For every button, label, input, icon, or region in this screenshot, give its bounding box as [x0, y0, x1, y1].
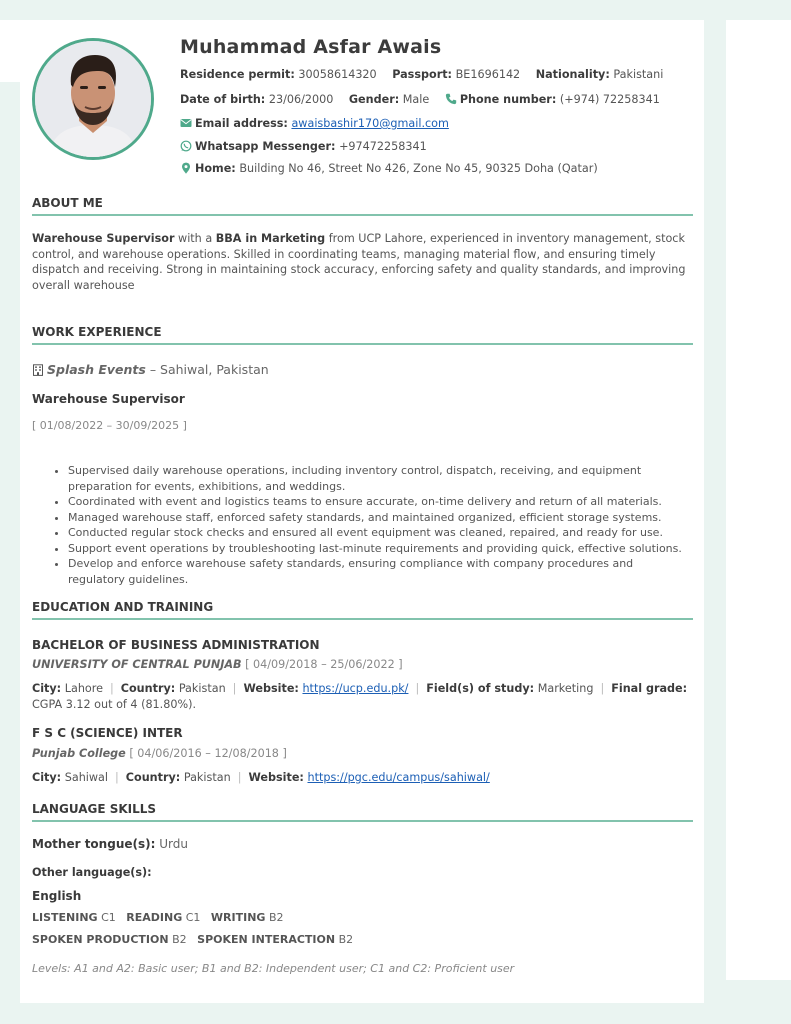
grade-value: CGPA 3.12 out of 4 (81.80%). — [32, 697, 197, 711]
whatsapp-icon — [180, 140, 192, 152]
other-languages-label: Other language(s): — [32, 866, 152, 879]
about-degree: BBA in Marketing — [215, 232, 326, 245]
degree-title: F S C (SCIENCE) INTER — [32, 726, 183, 740]
city-value: Lahore — [64, 682, 103, 695]
identity-line — [180, 68, 663, 81]
country-value: Pakistan — [183, 771, 231, 784]
field-label: Field(s) of study: — [426, 682, 535, 695]
gender-value: Male — [402, 93, 430, 106]
section-education-heading: EDUCATION AND TRAINING — [32, 600, 693, 620]
language-name: English — [32, 889, 82, 903]
section-language-heading: LANGUAGE SKILLS — [32, 802, 693, 822]
phone-label: Phone number: — [459, 93, 557, 106]
background-strip — [0, 20, 20, 82]
mother-tongue-value: Urdu — [159, 837, 188, 851]
cv-page — [20, 20, 704, 1003]
country-value: Pakistan — [178, 682, 226, 695]
writing-value: B2 — [268, 911, 284, 924]
about-text-2: from UCP Lahore, experienced in inventory management, stock control, and warehouse operations. Skilled in coordinating teams, managing material flow, and ensuring timely dispatch and receiving. Strong in maintaining stock accuracy, enforcing safety and quality standards, and improving overall warehouse — [32, 232, 686, 292]
website-link[interactable]: https://pgc.edu/campus/sahiwal/ — [307, 771, 490, 784]
whatsapp-line — [180, 140, 427, 153]
school-dates: [ 04/06/2016 – 12/08/2018 ] — [125, 747, 287, 760]
reading-value: C1 — [185, 911, 201, 924]
job-dates: [ 01/08/2022 – 30/09/2025 ] — [32, 419, 187, 432]
degree-details: City: Sahiwal | Country: Pakistan | Website: https://pgc.edu/campus/sahiwal/ — [32, 771, 490, 784]
home-value: Building No 46, Street No 426, Zone No 45, 90325 Doha (Qatar) — [239, 162, 598, 175]
residence-value: 30058614320 — [298, 68, 377, 81]
residence-label: Residence permit: — [180, 68, 295, 81]
spoken-interaction-label: SPOKEN INTERACTION — [197, 933, 336, 946]
employer-name: Splash Events — [47, 362, 146, 377]
personal-line — [180, 93, 660, 106]
about-text-1: with a — [174, 232, 216, 245]
nationality-value: Pakistani — [613, 68, 664, 81]
spoken-production-value: B2 — [172, 933, 187, 946]
grade-label: Final grade: — [611, 682, 688, 695]
candidate-name: Muhammad Asfar Awais — [180, 36, 442, 58]
email-line — [180, 117, 449, 130]
country-label: Country: — [125, 771, 181, 784]
envelope-icon — [180, 117, 192, 129]
list-item: • Develop and enforce warehouse safety standards, ensuring compliance with company procedures and regulatory guidelines. — [68, 556, 688, 587]
employer-location: – Sahiwal, Pakistan — [145, 362, 269, 377]
spoken-interaction-value: B2 — [338, 933, 354, 946]
country-label: Country: — [120, 682, 176, 695]
list-item: • Support event operations by troubleshooting last-minute requirements and providing quick, effective solutions. — [68, 541, 688, 557]
school-name: Punjab College — [32, 747, 126, 760]
whatsapp-value: +97472258341 — [339, 140, 427, 153]
whatsapp-label: Whatsapp Messenger: — [195, 140, 336, 153]
email-link[interactable]: awaisbashir170@gmail.com — [291, 117, 449, 130]
passport-value: BE1696142 — [455, 68, 521, 81]
gender-label: Gender: — [348, 93, 400, 106]
field-value: Marketing — [537, 682, 594, 695]
website-label: Website: — [248, 771, 304, 784]
mother-tongue-label: Mother tongue(s): — [32, 837, 156, 851]
listening-label: LISTENING — [32, 911, 98, 924]
school-line — [32, 747, 287, 760]
mother-tongue-line — [32, 837, 188, 851]
list-item: • Supervised daily warehouse operations, including inventory control, dispatch, receiving, and equipment preparation for events, exhibitions, and weddings. — [68, 463, 688, 494]
job-title: Warehouse Supervisor — [32, 392, 185, 406]
dob-value: 23/06/2000 — [268, 93, 334, 106]
listening-value: C1 — [101, 911, 116, 924]
email-label: Email address: — [195, 117, 288, 130]
city-value: Sahiwal — [64, 771, 109, 784]
website-link[interactable]: https://ucp.edu.pk/ — [302, 682, 409, 695]
location-pin-icon — [180, 162, 192, 174]
phone-icon — [445, 93, 457, 105]
passport-label: Passport: — [392, 68, 453, 81]
website-label: Website: — [243, 682, 299, 695]
about-paragraph — [32, 231, 692, 293]
school-line — [32, 658, 403, 671]
job-bullets — [56, 463, 688, 587]
language-levels-row2 — [32, 933, 353, 946]
city-label: City: — [32, 682, 62, 695]
building-icon — [32, 364, 44, 376]
section-work-heading: WORK EXPERIENCE — [32, 325, 693, 345]
home-label: Home: — [195, 162, 236, 175]
reading-label: READING — [126, 911, 183, 924]
degree-details: City: Lahore | Country: Pakistan | Website: https://ucp.edu.pk/ | Field(s) of study: Marketing | Final grade: CGPA 3.12 out of 4 (81.80%). — [32, 682, 688, 711]
employer-line — [32, 362, 269, 377]
nationality-label: Nationality: — [535, 68, 610, 81]
dob-label: Date of birth: — [180, 93, 266, 106]
school-dates: [ 04/09/2018 – 25/06/2022 ] — [241, 658, 403, 671]
home-line — [180, 162, 598, 175]
list-item: • Coordinated with event and logistics teams to ensure accurate, on-time delivery and return of all materials. — [68, 494, 688, 510]
about-role: Warehouse Supervisor — [32, 232, 175, 245]
degree-title: BACHELOR OF BUSINESS ADMINISTRATION — [32, 638, 320, 652]
language-levels-row1 — [32, 911, 284, 924]
profile-photo — [32, 38, 154, 160]
background-panel — [726, 20, 791, 980]
section-about-heading: ABOUT ME — [32, 196, 693, 216]
phone-value: (+974) 72258341 — [559, 93, 660, 106]
list-item: • Conducted regular stock checks and ensured all event equipment was cleaned, repaired, and ready for use. — [68, 525, 688, 541]
school-name: UNIVERSITY OF CENTRAL PUNJAB — [32, 658, 242, 671]
list-item: • Managed warehouse staff, enforced safety standards, and maintained organized, efficient storage systems. — [68, 510, 688, 526]
writing-label: WRITING — [210, 911, 266, 924]
city-label: City: — [32, 771, 62, 784]
spoken-production-label: SPOKEN PRODUCTION — [32, 933, 169, 946]
levels-legend: Levels: A1 and A2: Basic user; B1 and B2: Independent user; C1 and C2: Proficient user — [32, 962, 515, 975]
